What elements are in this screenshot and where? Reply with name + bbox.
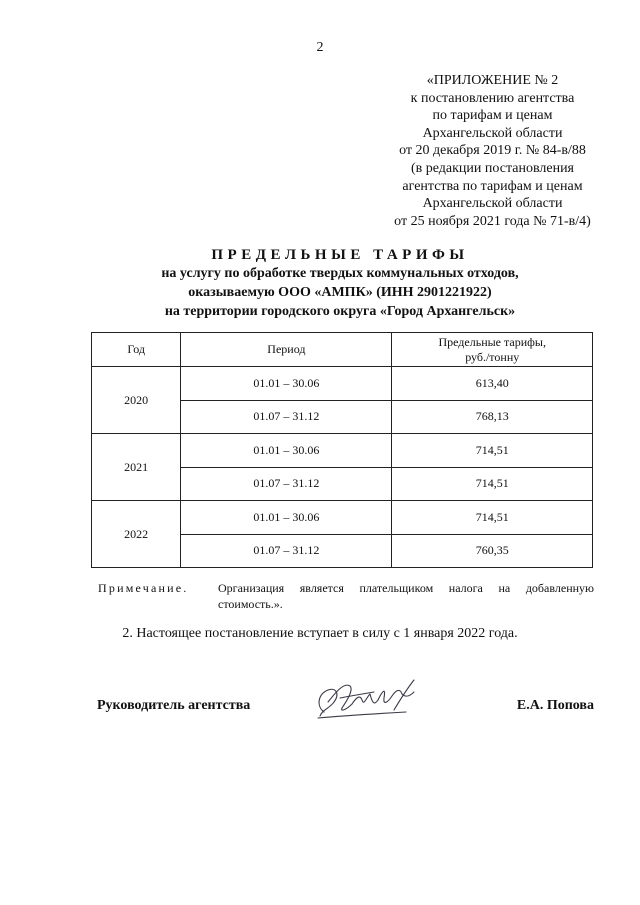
tariff-table	[91, 332, 593, 568]
note-label: Примечание.	[98, 581, 189, 595]
appendix-line: по тарифам и ценам	[432, 108, 553, 124]
tariff-cell: 760,35	[392, 534, 593, 568]
year-cell: 2022	[92, 501, 181, 568]
appendix-line: от 20 декабря 2019 г. № 84-в/88	[399, 143, 586, 159]
table-row	[92, 501, 593, 535]
period-cell: 01.01 – 30.06	[181, 434, 392, 468]
appendix-header	[360, 72, 625, 230]
tariff-cell: 714,51	[392, 434, 593, 468]
appendix-line: от 25 ноября 2021 года № 71-в/4)	[394, 213, 591, 229]
header-period: Период	[181, 333, 392, 367]
header-tariff-line: руб./тонну	[465, 349, 520, 364]
tariff-cell: 768,13	[392, 400, 593, 434]
tariff-cell: 613,40	[392, 367, 593, 401]
effective-date-clause: 2. Настоящее постановление вступает в силу с 1 января 2022 года.	[122, 626, 518, 641]
handwritten-signature-icon	[310, 672, 430, 724]
period-cell: 01.01 – 30.06	[181, 501, 392, 535]
signatory-name: Е.А. Попова	[516, 698, 594, 713]
tariff-cell: 714,51	[392, 467, 593, 501]
table-row	[92, 434, 593, 468]
year-cell: 2021	[92, 434, 181, 501]
appendix-line: агентства по тарифам и ценам	[402, 178, 583, 194]
table-row	[92, 367, 593, 401]
appendix-line: Архангельской области	[422, 196, 563, 212]
appendix-line: Архангельской области	[422, 125, 563, 141]
appendix-line: к постановлению агентства	[410, 90, 575, 106]
appendix-line: (в редакции постановления	[410, 160, 575, 176]
year-cell: 2020	[92, 367, 181, 434]
period-cell: 01.07 – 31.12	[181, 400, 392, 434]
page-number: 2	[316, 40, 324, 55]
header-tariff-line: Предельные тарифы,	[438, 334, 546, 349]
title-line: оказываемую ООО «АМПК» (ИНН 2901221922)	[188, 285, 492, 300]
appendix-line: «ПРИЛОЖЕНИЕ № 2	[426, 73, 559, 88]
note	[98, 580, 594, 612]
title-line: на услугу по обработке твердых коммунальных отходов,	[161, 266, 519, 281]
signatory-title: Руководитель агентства	[97, 698, 251, 713]
title-main: ПРЕДЕЛЬНЫЕ ТАРИФЫ	[211, 247, 469, 263]
note-text: Организация является плательщиком налога на добавленную стоимость.».	[218, 581, 594, 611]
tariff-cell: 714,51	[392, 501, 593, 535]
title-line: на территории городского округа «Город Архангельск»	[164, 304, 516, 319]
table-header-row	[92, 333, 593, 367]
period-cell: 01.07 – 31.12	[181, 467, 392, 501]
header-year: Год	[92, 333, 181, 367]
period-cell: 01.07 – 31.12	[181, 534, 392, 568]
header-tariff	[392, 333, 593, 367]
document-title	[60, 246, 620, 321]
period-cell: 01.01 – 30.06	[181, 367, 392, 401]
